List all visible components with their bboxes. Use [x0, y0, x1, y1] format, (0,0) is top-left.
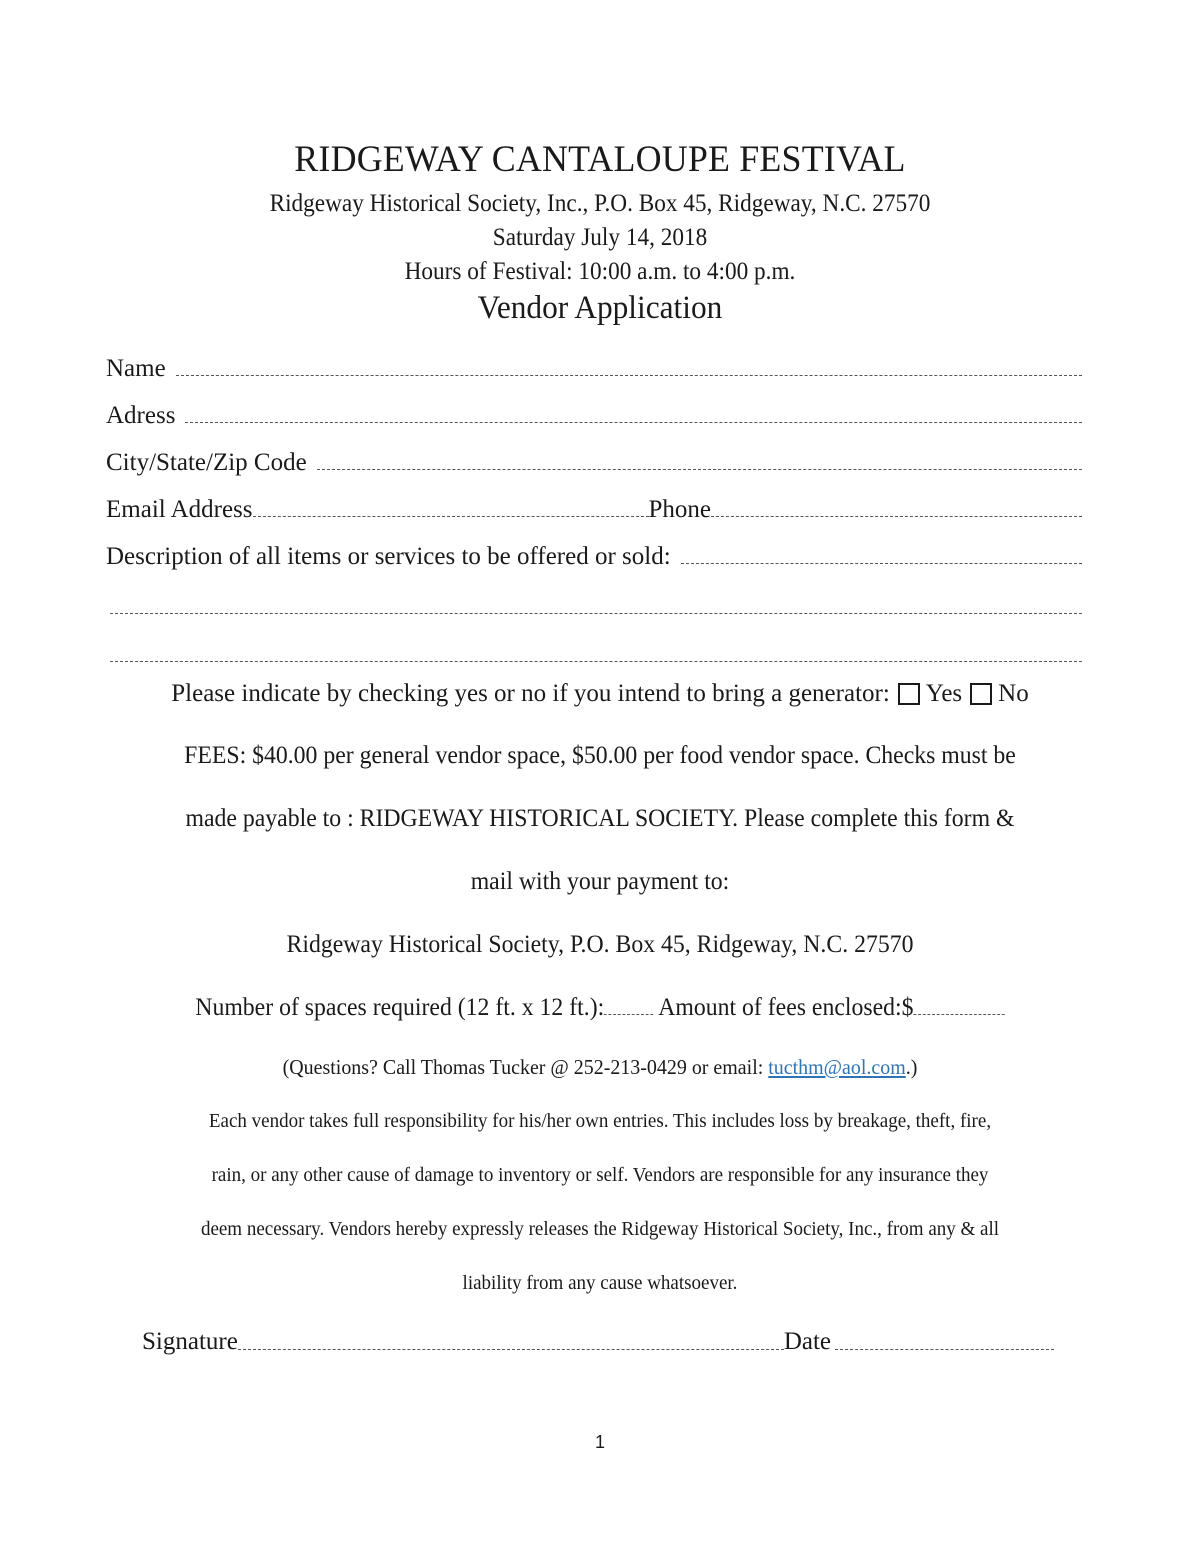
generator-question-row [0, 680, 1200, 708]
amount-input-line[interactable] [913, 1014, 1004, 1015]
liability-line-3: deem necessary. Vendors hereby expressly releases the Ridgeway Historical Society, Inc., from any & all [200, 1218, 1000, 1240]
fees-line-3: mail with your payment to: [470, 868, 730, 895]
description-continuation-row-1 [110, 588, 1082, 620]
fees-line-1: FEES: $40.00 per general vendor space, $50.00 per food vendor space. Checks must be [184, 742, 1016, 769]
name-input-line[interactable] [176, 375, 1082, 376]
generator-yes-label: Yes [925, 680, 963, 707]
mailing-address: Ridgeway Historical Society, P.O. Box 45, Ridgeway, N.C. 27570 [286, 931, 914, 958]
city-state-zip-label: City/State/Zip Code [106, 449, 307, 476]
date-label: Date [783, 1328, 832, 1355]
description-input-line-1[interactable] [681, 563, 1082, 564]
email-input-line[interactable] [253, 516, 649, 517]
signature-label: Signature [142, 1328, 238, 1355]
signature-date-row [142, 1324, 1054, 1356]
page-number: 1 [594, 1432, 605, 1452]
name-label: Name [106, 355, 166, 382]
description-field-row [106, 538, 1082, 570]
liability-line-4: liability from any cause whatsoever. [462, 1272, 738, 1294]
liability-line-1: Each vendor takes full responsibility for his/her own entries. This includes loss by breakage, theft, fire, [208, 1110, 992, 1132]
liability-line-2: rain, or any other cause of damage to inventory or self. Vendors are responsible for any insurance they [211, 1164, 989, 1186]
address-input-line[interactable] [185, 422, 1082, 423]
fees-line-2: made payable to : RIDGEWAY HISTORICAL SOCIETY. Please complete this form & [185, 805, 1015, 832]
email-label: Email Address [106, 496, 253, 523]
form-title: Vendor Application [477, 290, 723, 326]
description-continuation-row-2 [110, 636, 1082, 668]
email-phone-field-row [106, 491, 1082, 523]
signature-input-line[interactable] [238, 1349, 784, 1350]
spaces-amount-row [30, 994, 1170, 1022]
address-label: Adress [106, 402, 176, 429]
name-field-row [106, 350, 1082, 382]
contact-suffix: .) [905, 1055, 918, 1079]
city-state-zip-field-row [106, 444, 1082, 476]
generator-question: Please indicate by checking yes or no if you intend to bring a generator: [171, 680, 890, 707]
contact-line [30, 1055, 1170, 1080]
festival-date: Saturday July 14, 2018 [492, 224, 708, 251]
organization-address: Ridgeway Historical Society, Inc., P.O. Box 45, Ridgeway, N.C. 27570 [269, 190, 931, 217]
phone-input-line[interactable] [711, 516, 1082, 517]
description-label: Description of all items or services to be offered or sold: [106, 543, 671, 570]
address-field-row [106, 397, 1082, 429]
description-input-line-2[interactable] [110, 613, 1082, 614]
date-input-line[interactable] [835, 1349, 1054, 1350]
city-state-zip-input-line[interactable] [317, 469, 1082, 470]
generator-no-label: No [998, 680, 1029, 707]
amount-label: Amount of fees enclosed:$ [658, 994, 914, 1021]
spaces-label: Number of spaces required (12 ft. x 12 ft.): [195, 994, 605, 1021]
phone-label: Phone [648, 496, 712, 523]
spaces-input-line[interactable] [604, 1014, 653, 1015]
description-input-line-3[interactable] [110, 661, 1082, 662]
festival-hours: Hours of Festival: 10:00 a.m. to 4:00 p.m. [404, 258, 796, 285]
generator-no-checkbox[interactable] [970, 683, 992, 705]
generator-yes-checkbox[interactable] [898, 683, 920, 705]
contact-email-link[interactable]: tucthm@aol.com [768, 1055, 906, 1079]
festival-title: RIDGEWAY CANTALOUPE FESTIVAL [294, 139, 906, 180]
contact-prefix: (Questions? Call Thomas Tucker @ 252-213-0429 or email: [282, 1055, 769, 1079]
